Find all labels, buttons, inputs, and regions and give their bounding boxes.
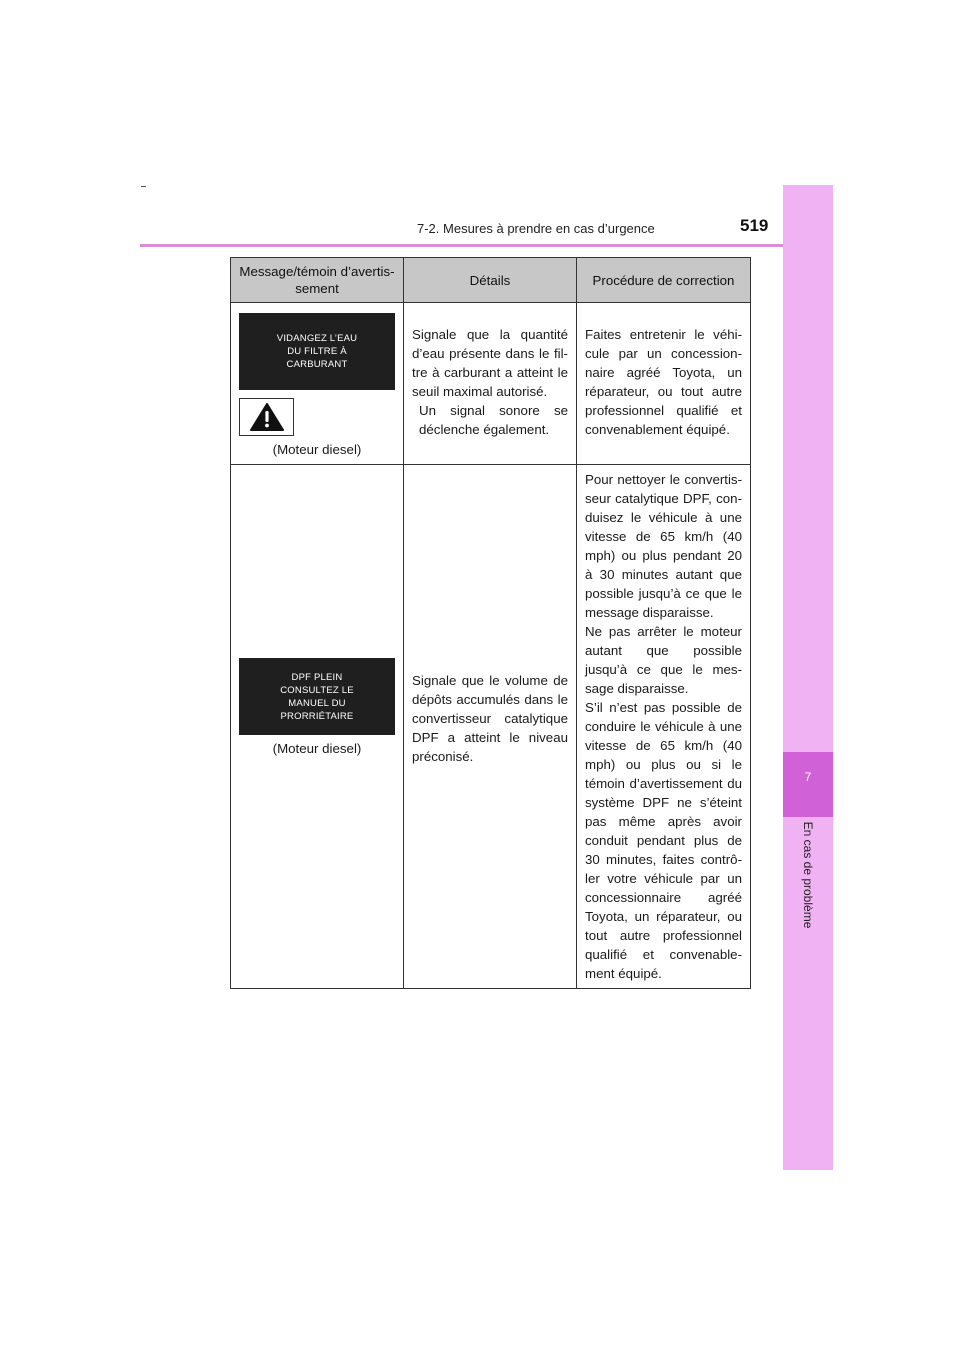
engine-note: (Moteur diesel) <box>272 442 362 457</box>
page-mark <box>141 186 146 187</box>
screen-line: CARBURANT <box>286 359 348 370</box>
screen-line: DPF PLEIN <box>291 671 343 683</box>
screen-line: DU FILTRE À <box>287 346 347 357</box>
details-cell <box>404 303 577 465</box>
table-row <box>231 465 751 989</box>
details-note: Un signal sonore se déclenche également. <box>419 403 568 437</box>
screen-line: CONSULTEZ LE <box>280 684 354 696</box>
details-text: Signale que la quantité d’eau présente dans le fil-tre à carburant a atteint le seuil maximal autorisé. <box>412 327 568 399</box>
header-divider <box>140 244 833 247</box>
chapter-tab <box>783 752 833 817</box>
header-procedure: Procédure de correction <box>577 258 751 303</box>
engine-note: (Moteur diesel) <box>272 741 362 756</box>
chapter-number: 7 <box>804 770 812 784</box>
procedure-cell <box>577 465 751 989</box>
display-screen <box>239 658 395 735</box>
details-text: Signale que le volume de dépôts accumulés dans le convertisseur catalytique DPF a atteint le niveau préconisé. <box>412 673 568 764</box>
page-number: 519 <box>740 216 769 235</box>
procedure-text: S’il n’est pas possible de conduire le véhicule à une vitesse de 65 km/h (40 mph) ou plus ou si le témoin d’avertissement du système DPF ne s’éteint pas même après avoir conduit pendant plus de 30 minutes, faites contrô-ler votre véhicule par un concessionnaire agréé Toyota, un réparateur, ou tout autre professionnel qualifié et convenable-ment équipé. <box>585 700 742 981</box>
details-cell <box>404 465 577 989</box>
header-message: Message/témoin d’avertis-sement <box>231 258 404 303</box>
message-cell <box>231 465 404 989</box>
warning-triangle-icon <box>239 398 294 436</box>
procedure-text: Pour nettoyer le convertis-seur catalytique DPF, con-duisez le véhicule à une vitesse de 65 km/h (40 mph) ou plus pendant 20 à 30 minutes autant que possible jusqu’à ce que le message disparaisse. <box>585 472 742 620</box>
display-screen <box>239 313 395 390</box>
screen-line: VIDANGEZ L’EAU <box>276 333 358 344</box>
table-row <box>231 303 751 465</box>
table-header-row <box>231 258 751 303</box>
message-cell <box>231 303 404 465</box>
chapter-sidebar <box>783 185 833 1170</box>
section-title: 7-2. Mesures à prendre en cas d’urgence <box>417 221 655 236</box>
procedure-cell <box>577 303 751 465</box>
header-details: Détails <box>404 258 577 303</box>
procedure-text: Ne pas arrêter le moteur autant que possible jusqu’à ce que le mes-sage disparaisse. <box>585 624 742 696</box>
chapter-label: En cas de problème <box>801 821 815 929</box>
procedure-text: Faites entretenir le véhi-cule par un concession-naire agréé Toyota, un réparateur, ou tout autre professionnel qualifié et convenablement équipé. <box>585 327 742 437</box>
screen-line: MANUEL DU <box>288 697 346 709</box>
screen-line: PRORRIÉTAIRE <box>280 710 354 722</box>
warning-table <box>230 257 751 989</box>
